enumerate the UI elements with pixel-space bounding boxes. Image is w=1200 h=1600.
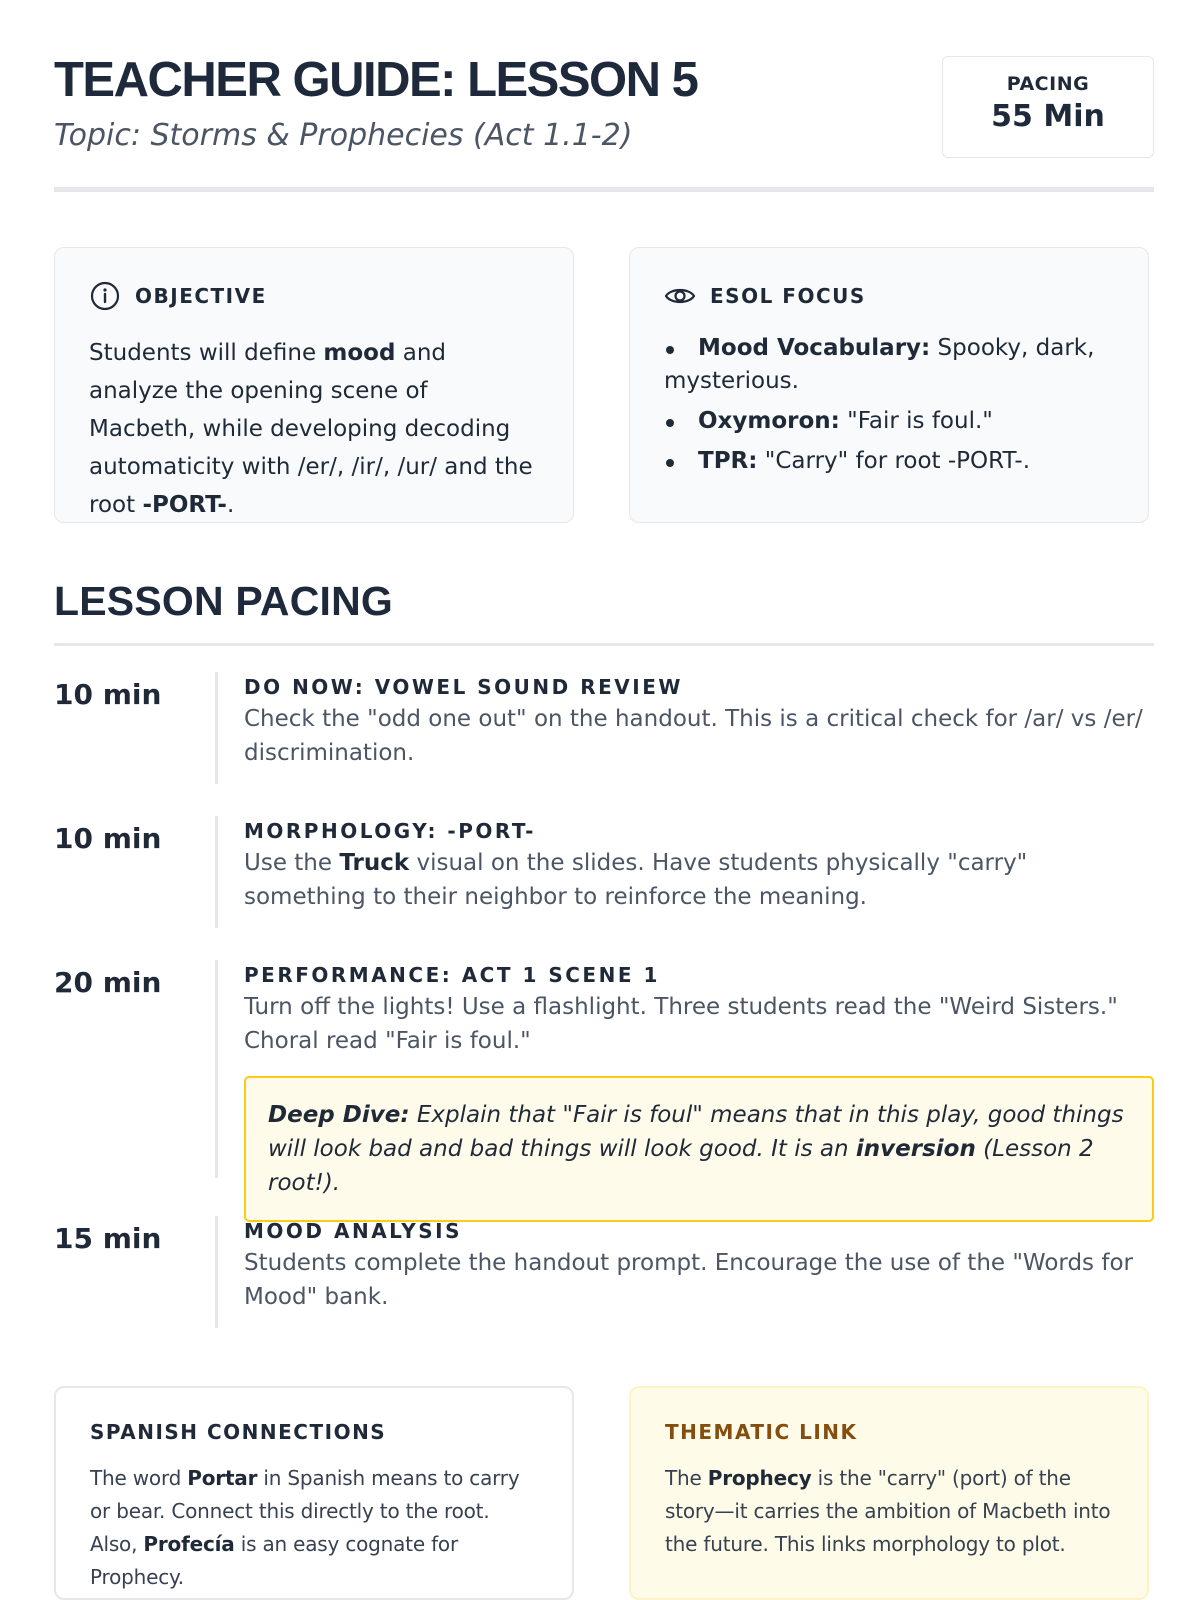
objective-bold-mood: mood xyxy=(323,340,396,366)
deep-dive-label: Deep Dive: xyxy=(268,1102,410,1128)
deep-dive-text: (Lesson 2 root!). xyxy=(268,1136,1094,1196)
header xyxy=(54,0,1154,192)
step-text: Check the "odd one out" on the handout. This is a critical check for /ar/ vs /er/ discrimination. xyxy=(244,706,1143,766)
timeline-step xyxy=(54,960,1154,1216)
connection-cards xyxy=(54,1386,1154,1600)
step-title: MOOD ANALYSIS xyxy=(244,1219,463,1243)
lesson-timeline xyxy=(54,672,1154,1328)
step-time: 15 min xyxy=(54,1222,162,1255)
list-item xyxy=(664,445,1114,478)
spanish-text-part: in Spanish means to carry or bear. Connect this directly to the root. Also, xyxy=(90,1466,520,1556)
lesson-pacing-heading: LESSON PACING xyxy=(54,578,1154,646)
esol-item-label: Oxymoron: xyxy=(698,408,840,434)
step-title: DO NOW: VOWEL SOUND REVIEW xyxy=(244,675,683,699)
step-text xyxy=(244,846,1154,914)
esol-item-text: "Carry" for root -PORT-. xyxy=(757,448,1031,474)
deep-dive-text: Explain that "Fair is foul" means that in this play, good things will look bad and bad things will look good. It is an xyxy=(268,1102,1124,1162)
page-title: TEACHER GUIDE: LESSON 5 xyxy=(54,53,698,107)
objective-text-part: and analyze the opening scene of Macbeth, while developing decoding automaticity with /er/, /ir/, /ur/ and the root xyxy=(89,340,533,518)
objective-card xyxy=(54,247,574,523)
esol-list xyxy=(664,332,1114,478)
spanish-text-part: is an easy cognate for Prophecy. xyxy=(90,1532,458,1589)
step-body xyxy=(215,1216,1154,1328)
thematic-heading: THEMATIC LINK xyxy=(665,1420,858,1444)
thematic-text-part: The xyxy=(665,1466,708,1490)
step-body xyxy=(215,816,1154,928)
step-text-part: visual on the slides. Have students physically "carry" something to their neighbor to reinforce the meaning. xyxy=(244,850,1028,910)
esol-heading: ESOL FOCUS xyxy=(710,284,866,308)
thematic-text-part: is the "carry" (port) of the story—it carries the ambition of Macbeth into the future. This links morphology to plot. xyxy=(665,1466,1111,1556)
list-item xyxy=(664,332,1114,398)
deep-dive-callout xyxy=(244,1076,1154,1222)
thematic-text xyxy=(665,1462,1113,1561)
spanish-connections-card xyxy=(54,1386,574,1600)
objective-heading: OBJECTIVE xyxy=(135,284,267,308)
info-cards xyxy=(54,247,1154,523)
esol-item-text: Spooky, dark, mysterious. xyxy=(664,335,1095,394)
objective-text-part: . xyxy=(226,492,235,518)
pacing-value: 55 Min xyxy=(991,99,1105,134)
spanish-text-part: The word xyxy=(90,1466,188,1490)
step-time: 20 min xyxy=(54,966,162,999)
step-body xyxy=(215,672,1154,784)
esol-header xyxy=(664,278,1114,314)
objective-text-part: Students will define xyxy=(89,340,324,366)
spanish-heading: SPANISH CONNECTIONS xyxy=(90,1420,387,1444)
esol-item-label: Mood Vocabulary: xyxy=(698,335,931,361)
esol-card xyxy=(629,247,1149,523)
timeline-step xyxy=(54,1216,1154,1328)
pacing-summary-box xyxy=(942,56,1154,158)
step-text: Students complete the handout prompt. Encourage the use of the "Words for Mood" bank. xyxy=(244,1250,1133,1310)
objective-header xyxy=(89,278,539,314)
spanish-bold: Profecía xyxy=(143,1532,235,1556)
esol-item-label: TPR: xyxy=(698,448,758,474)
pacing-label: PACING xyxy=(1006,73,1090,95)
thematic-bold: Prophecy xyxy=(707,1466,812,1490)
objective-bold-root: -PORT- xyxy=(142,492,227,518)
step-time: 10 min xyxy=(54,822,162,855)
step-text: Turn off the lights! Use a flashlight. Three students read the "Weird Sisters." Choral read "Fair is foul." xyxy=(244,994,1118,1054)
step-text-part: Use the xyxy=(244,850,340,876)
step-body xyxy=(215,960,1154,1196)
timeline-step xyxy=(54,672,1154,816)
step-time: 10 min xyxy=(54,678,162,711)
thematic-link-card xyxy=(629,1386,1149,1600)
eye-icon xyxy=(664,280,696,312)
step-text-bold: Truck xyxy=(339,850,410,876)
objective-text xyxy=(89,334,539,524)
esol-item-text: "Fair is foul." xyxy=(839,408,993,434)
deep-dive-bold: inversion xyxy=(855,1136,976,1162)
step-title: MORPHOLOGY: -PORT- xyxy=(244,819,536,843)
list-item xyxy=(664,405,1114,438)
step-title: PERFORMANCE: ACT 1 SCENE 1 xyxy=(244,963,660,987)
spanish-text xyxy=(90,1462,538,1594)
spanish-bold: Portar xyxy=(187,1466,258,1490)
timeline-step xyxy=(54,816,1154,960)
page-subtitle: Topic: Storms & Prophecies (Act 1.1-2) xyxy=(54,118,633,153)
info-icon xyxy=(89,280,121,312)
